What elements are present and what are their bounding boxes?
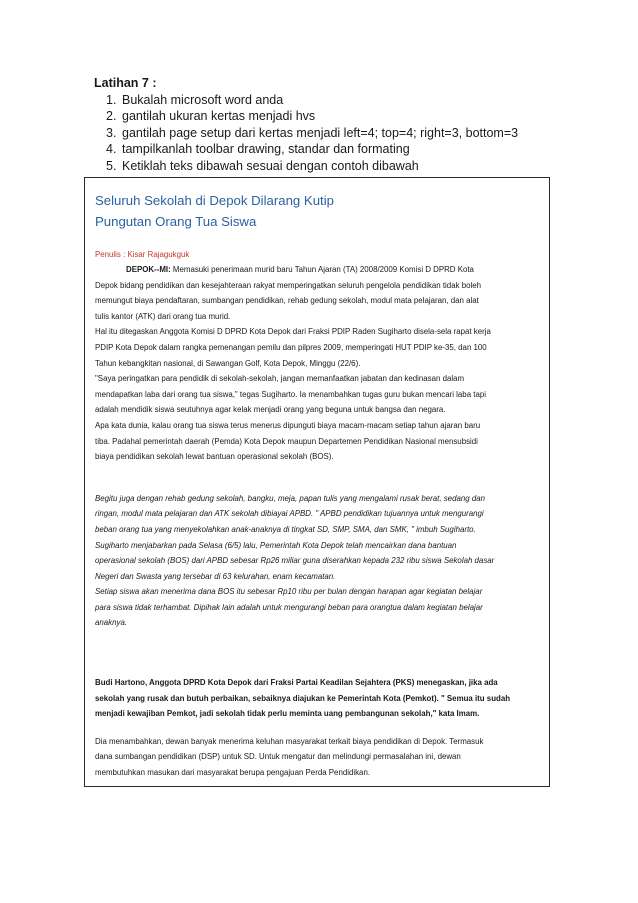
article-line-italic: Setiap siswa akan menerima dana BOS itu sebesar Rp10 ribu per bulan dengan harapan agar kegiatan belajar	[95, 587, 483, 597]
article-line-italic: anaknya.	[95, 618, 128, 628]
article-line: Depok bidang pendidikan dan kesejahteraan rakyat memperingatkan seluruh pengelola pendidikan tidak boleh	[95, 280, 482, 290]
article-headline: Seluruh Sekolah di Depok Dilarang Kutip	[95, 193, 334, 208]
article-author: Penulis : Kisar Rajagukguk	[95, 250, 190, 259]
article-line: tiba. Padahal pemerintah daerah (Pemda) Kota Depok maupun Departemen Pendidikan Nasional mensubsidi	[95, 436, 478, 446]
article-line: Tahun kebangkitan nasional, di Sawangan Golf, Kota Depok, Minggu (22/6).	[95, 358, 361, 368]
exercise-step: 2. gantilah ukuran kertas menjadi hvs	[106, 109, 316, 124]
article-line-bold: Budi Hartono, Anggota DPRD Kota Depok dari Fraksi Partai Keadilan Sejahtera (PKS) menegaskan, jika ada	[95, 678, 498, 688]
article-line: Hal itu ditegaskan Anggota Komisi D DPRD Kota Depok dari Fraksi PDIP Raden Sugiharto disela-sela rapat kerja	[95, 327, 491, 337]
article-line-bold: sekolah yang rusak dan butuh perbaikan, sebaiknya diajukan ke Pemerintah Kota (Pemkot). " Semua itu sudah	[95, 693, 511, 703]
exercise-step: 1. Bukalah microsoft word anda	[106, 93, 284, 107]
article-line: membutuhkan masukan dari masyarakat berupa pengajuan Perda Pendidikan.	[95, 768, 371, 778]
article-line-italic: beban orang tua yang menyekolahkan anak-anaknya di tingkat SD, SMP, SMA, dan SMK, " imbuh Sugiharto.	[95, 524, 476, 534]
article-line: Apa kata dunia, kalau orang tua siswa terus menerus dipunguti biaya macam-macam setiap tahun ajaran baru	[95, 420, 481, 430]
article-line-italic: ringan, modul mata pelajaran dan ATK sekolah dibiayai APBD. " APBD pendidikan tujuannya untuk mengurangi	[95, 509, 484, 519]
exercise-step: 5. Ketiklah teks dibawah sesuai dengan contoh dibawah	[106, 158, 419, 173]
article-line: memungut biaya pendaftaran, sumbangan pendidikan, rehab gedung sekolah, modul mata pelajaran, dan alat	[95, 296, 479, 306]
article-line-italic: para siswa tidak terhambat. Dipihak lain adalah untuk mengurangi beban para orangtua dalam kegiatan belajar	[95, 602, 483, 612]
article-line-italic: operasional sekolah (BOS) dari APBD sebesar Rp26 miliar guna diserahkan kepada 232 ribu siswa Sekolah dasar	[95, 556, 495, 566]
exercise-step: 3. gantilah page setup dari kertas menjadi left=4; top=4; right=3, bottom=3	[106, 125, 519, 140]
article-line: adalah mendidik siswa seutuhnya agar kelak menjadi orang yang beguna untuk bangsa dan negara.	[95, 405, 446, 415]
article-line-italic: Negeri dan Swasta yang tersebar di 63 kelurahan, enam kecamatan.	[95, 571, 336, 581]
exercise-steps	[94, 92, 564, 174]
article-line: Dia menambahkan, dewan banyak menerima keluhan masyarakat terkait biaya pendidikan di Depok. Termasuk	[95, 736, 484, 746]
article-line-italic: Begitu juga dengan rehab gedung sekolah, bangku, meja, papan tulis yang mengalami rusak berat, sedang dan	[95, 493, 485, 503]
article-line-bold: menjadi kewajiban Pemkot, jadi sekolah tidak perlu meminta uang pembangunan sekolah," kata Imam.	[95, 709, 480, 719]
article-line: "Saya peringatkan para pendidik di sekolah-sekolah, jangan memanfaatkan jabatan dan kedinasan dalam	[95, 374, 465, 384]
exercise-instructions	[94, 74, 564, 174]
article-box	[84, 177, 550, 787]
exercise-title: Latihan 7 :	[94, 76, 157, 90]
article-line: biaya pendidikan sekolah lewat bantuan operasional sekolah (BOS).	[95, 452, 334, 462]
article-subheadline: Pungutan Orang Tua Siswa	[95, 214, 257, 229]
article-line: mendapatkan laba dari orang tua siswa," tegas Sugiharto. Ia menambahkan tugas guru bukan mencari laba tapi	[95, 389, 487, 399]
article-line-italic: Sugiharto menjabarkan pada Selasa (6/5) lalu, Pemerintah Kota Depok telah mencairkan dana bantuan	[95, 540, 457, 550]
article-line: DEPOK--MI: Memasuki penerimaan murid baru Tahun Ajaran (TA) 2008/2009 Komisi D DPRD Kota	[126, 265, 474, 274]
article-line: tulis kantor (ATK) dari orang tua murid.	[95, 311, 231, 321]
article-line: PDIP Kota Depok dalam rangka pemenangan pemilu dan pilpres 2009, memperingati HUT PDIP ke-35, dan 100	[95, 342, 487, 352]
exercise-step: 4. tampilkanlah toolbar drawing, standar dan formating	[106, 142, 410, 157]
dateline: DEPOK--MI:	[126, 265, 171, 274]
article-line: dana sumbangan pendidikan (DSP) untuk SD. Untuk mengatur dan melindungi permasalahan ini, dewan	[95, 752, 461, 762]
